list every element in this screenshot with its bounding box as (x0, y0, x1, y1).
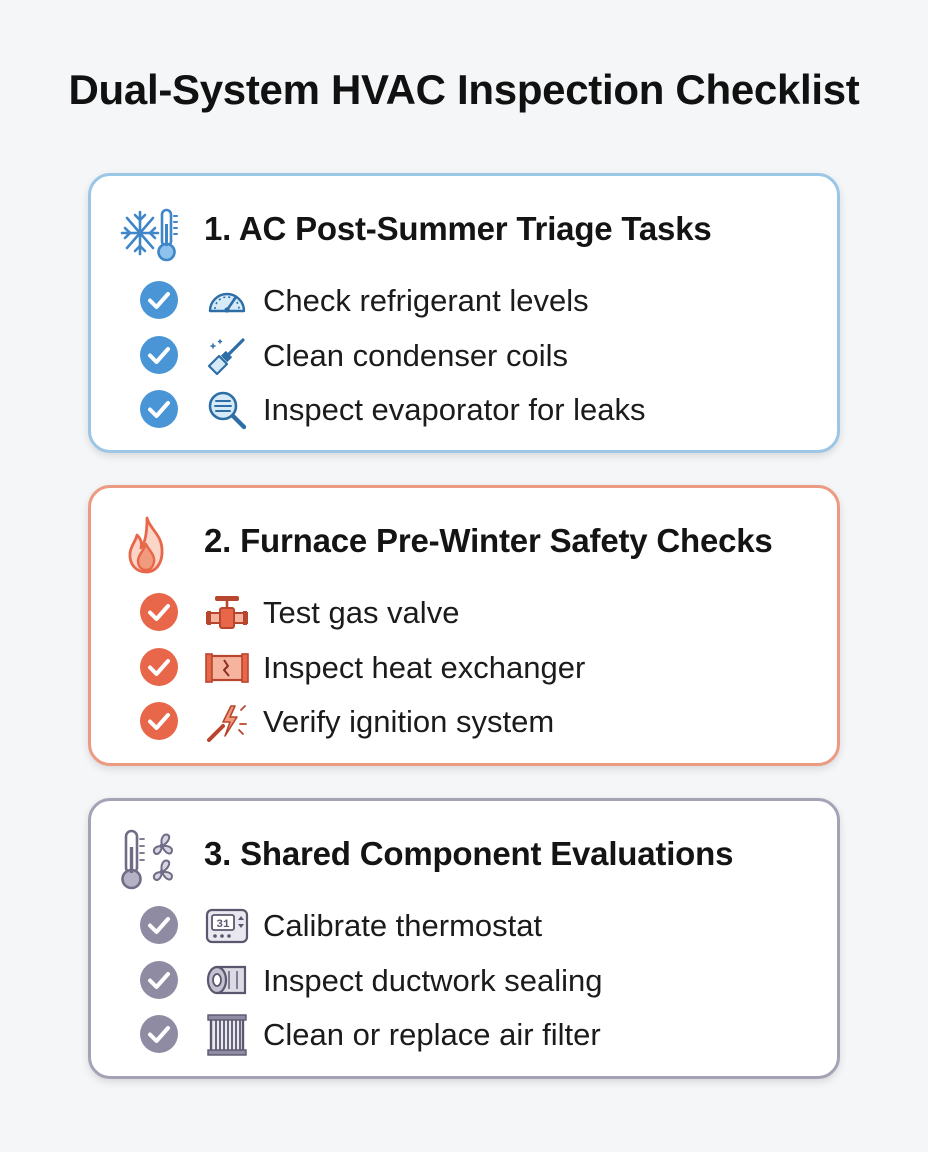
checkmark-icon[interactable] (139, 905, 179, 945)
item-label: Inspect evaporator for leaks (263, 392, 646, 427)
checkmark-icon[interactable] (139, 280, 179, 320)
duct-tape-icon (205, 959, 249, 1003)
section-title: 3. Shared Component Evaluations (204, 835, 734, 872)
checkmark-icon[interactable] (139, 592, 179, 632)
item-label: Clean or replace air filter (263, 1017, 601, 1052)
list-item[interactable] (91, 274, 837, 329)
gauge-icon (205, 279, 249, 323)
magnifier-icon (205, 388, 249, 432)
list-item[interactable] (91, 899, 837, 954)
section-shared (88, 798, 840, 1079)
section-ac (88, 173, 840, 453)
section-title: 1. AC Post-Summer Triage Tasks (204, 210, 712, 247)
flame-icon (116, 514, 180, 578)
item-list (91, 899, 837, 1063)
section-furnace (88, 485, 840, 766)
item-label: Inspect heat exchanger (263, 649, 586, 685)
snowflake-thermometer-icon (116, 202, 180, 266)
list-item[interactable] (91, 641, 837, 696)
list-item[interactable] (91, 954, 837, 1009)
checkmark-icon[interactable] (139, 960, 179, 1000)
section-header (91, 488, 837, 588)
item-label: Calibrate thermostat (263, 908, 543, 943)
item-label: Clean condenser coils (263, 337, 569, 373)
item-label: Test gas valve (263, 595, 460, 630)
checkmark-icon[interactable] (139, 389, 179, 429)
air-filter-icon (205, 1013, 249, 1057)
thermostat-icon (205, 904, 249, 948)
item-label: Verify ignition system (263, 704, 555, 739)
list-item[interactable] (91, 586, 837, 641)
list-item[interactable] (91, 1008, 837, 1063)
thermometer-fan-icon (116, 827, 180, 891)
page-title: Dual-System HVAC Inspection Checklist (68, 66, 860, 113)
gas-valve-icon (205, 591, 249, 635)
heat-exchanger-icon (205, 646, 249, 690)
list-item[interactable] (91, 329, 837, 384)
brush-icon (205, 334, 249, 378)
section-title: 2. Furnace Pre-Winter Safety Checks (204, 522, 773, 559)
section-header (91, 801, 837, 901)
thermostat-display: 31 (216, 919, 230, 931)
checkmark-icon[interactable] (139, 647, 179, 687)
item-list (91, 586, 837, 750)
list-item[interactable] (91, 383, 837, 438)
item-list (91, 274, 837, 438)
checkmark-icon[interactable] (139, 335, 179, 375)
spark-icon (205, 700, 249, 744)
checkmark-icon[interactable] (139, 701, 179, 741)
checkmark-icon[interactable] (139, 1014, 179, 1054)
section-header (91, 176, 837, 276)
item-label: Check refrigerant levels (263, 283, 589, 318)
list-item[interactable] (91, 695, 837, 750)
item-label: Inspect ductwork sealing (263, 962, 603, 998)
